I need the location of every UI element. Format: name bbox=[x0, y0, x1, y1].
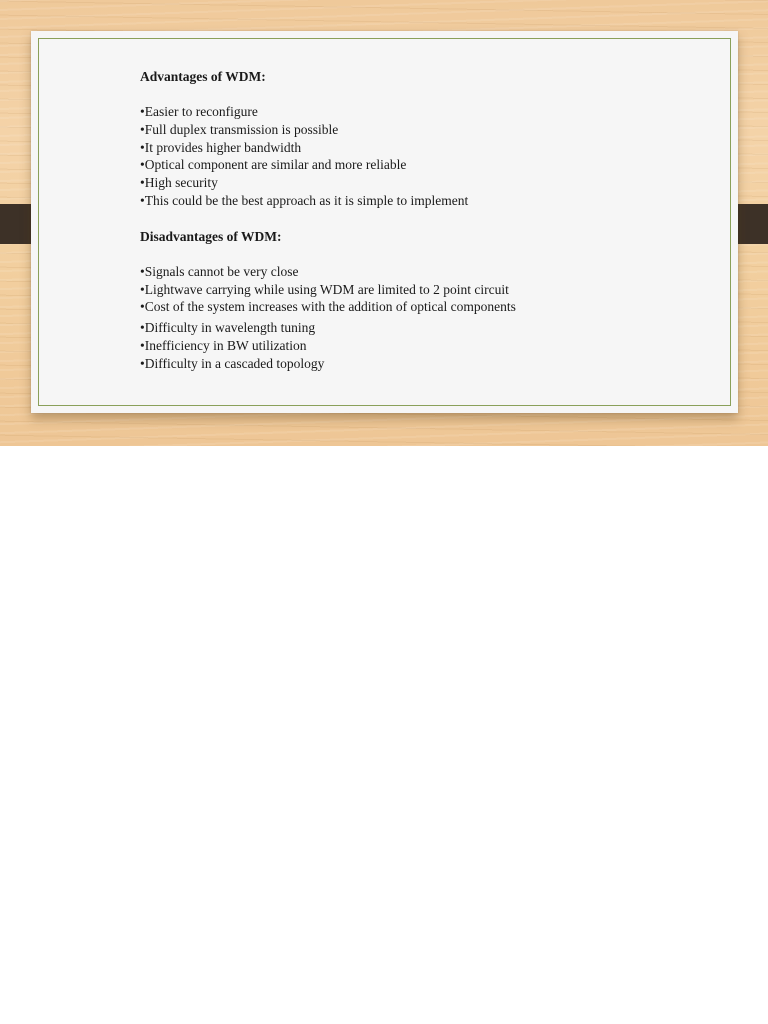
disadvantages-item: •Difficulty in a cascaded topology bbox=[140, 355, 325, 371]
slide-card bbox=[31, 31, 738, 413]
advantages-item: •Full duplex transmission is possible bbox=[140, 121, 339, 137]
advantages-item: •This could be the best approach as it is simple to implement bbox=[140, 192, 469, 208]
advantages-item: •High security bbox=[140, 175, 218, 191]
disadvantages-item: •Inefficiency in BW utilization bbox=[140, 337, 307, 353]
slide bbox=[0, 0, 768, 446]
advantages-heading: Advantages of WDM: bbox=[140, 69, 266, 84]
disadvantages-item: •Cost of the system increases with the addition of optical components bbox=[140, 299, 516, 315]
advantages-item: •Optical component are similar and more reliable bbox=[140, 157, 407, 173]
advantages-item: •It provides higher bandwidth bbox=[140, 139, 302, 155]
disadvantages-item: •Difficulty in wavelength tuning bbox=[140, 320, 316, 336]
disadvantages-item: •Lightwave carrying while using WDM are limited to 2 point circuit bbox=[140, 281, 509, 297]
slide-content bbox=[140, 68, 700, 373]
disadvantages-heading: Disadvantages of WDM: bbox=[140, 228, 282, 244]
advantages-item: •Easier to reconfigure bbox=[140, 104, 258, 119]
advantages-list bbox=[140, 103, 700, 210]
disadvantages-list bbox=[140, 263, 700, 373]
blank-page-area bbox=[0, 446, 768, 1024]
disadvantages-item: •Signals cannot be very close bbox=[140, 263, 299, 279]
